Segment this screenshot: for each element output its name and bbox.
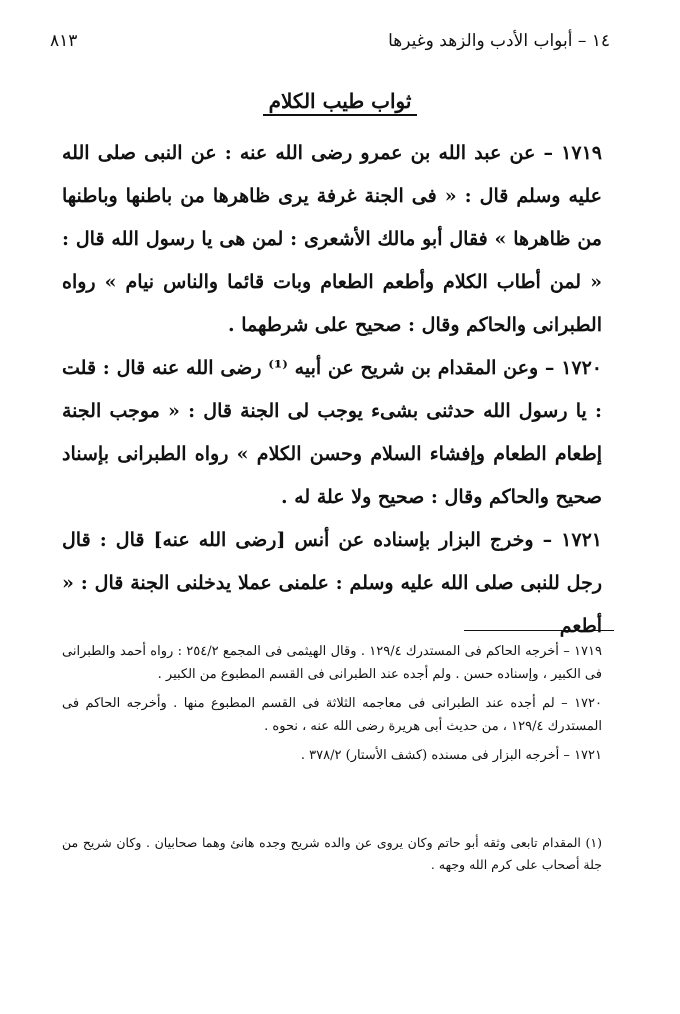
footnote	[62, 832, 602, 876]
section-title-text: ثواب طيب الكلام	[263, 89, 418, 116]
page-number: ٨١٣	[50, 31, 78, 51]
source-note-1721: ١٧٢١ – أخرجه البزار فى مسنده (كشف الأستار) ٣٧٨/٢ .	[300, 748, 602, 763]
hadith-text: – عن عبد الله بن عمرو رضى الله عنه : عن النبى صلى الله عليه وسلم قال : « فى الجنة غرفة يرى ظاهرها من باطنها وباطنها من ظاهرها » فقال أبو مالك الأشعرى : لمن هى يا رسول الله قال : « لمن أطاب الكلام وأطعم الطعام وبات قائما والناس نيام » رواه الطبرانى والحاكم وقال : صحيح على شرطهما .	[62, 142, 602, 336]
source-notes	[62, 640, 602, 773]
chapter-title: ١٤ – أبواب الأدب والزهد وغيرها	[388, 31, 610, 51]
hadith-text: – وخرج البزار بإسناده عن أنس [رضى الله عنه] قال : قال رجل للنبى صلى الله عليه وسلم : علمنى عملا يدخلنى الجنة قال : « أطعم	[62, 529, 602, 637]
source-note-1719: ١٧١٩ – أخرجه الحاكم فى المستدرك ١٢٩/٤ . وقال الهيثمى فى المجمع ٢٥٤/٢ : رواه أحمد والطبرانى فى الكبير ، وإسناده حسن . ولم أجده عند الطبرانى فى القسم المطبوع من الكبير .	[62, 644, 602, 682]
running-header	[50, 28, 610, 54]
footnote-text: (١) المقدام تابعى وثقه أبو حاتم وكان يروى عن والده شريح وجده هانئ وهما صحابيان . وكان شريح من جلة أصحاب على كرم الله وجهه .	[62, 835, 602, 872]
hadith-1719	[62, 132, 602, 347]
hadith-1721	[62, 519, 602, 648]
hadith-text: – وعن المقدام بن شريح عن أبيه ⁽¹⁾ رضى الله عنه قال : قلت : يا رسول الله حدثنى بشىء يوجب لى الجنة قال : « موجب الجنة إطعام الطعام وإفشاء السلام وحسن الكلام » رواه الطبرانى بإسناد صحيح والحاكم وقال : صحيح ولا علة له .	[62, 357, 602, 508]
hadith-number: ١٧٢٠	[561, 357, 603, 379]
source-note-1720: ١٧٢٠ – لم أجده عند الطبرانى فى معاجمه الثلاثة فى القسم المطبوع منها . وأخرجه الحاكم فى المستدرك ١٢٩/٤ ، من حديث أبى هريرة رضى الله عنه ، نحوه .	[62, 696, 602, 734]
section-title	[0, 86, 680, 116]
hadith-number: ١٧٢١	[561, 529, 602, 551]
hadith-1720	[62, 347, 602, 519]
hadith-number: ١٧١٩	[561, 142, 602, 164]
main-text	[62, 132, 603, 637]
footnote-divider	[464, 630, 614, 631]
